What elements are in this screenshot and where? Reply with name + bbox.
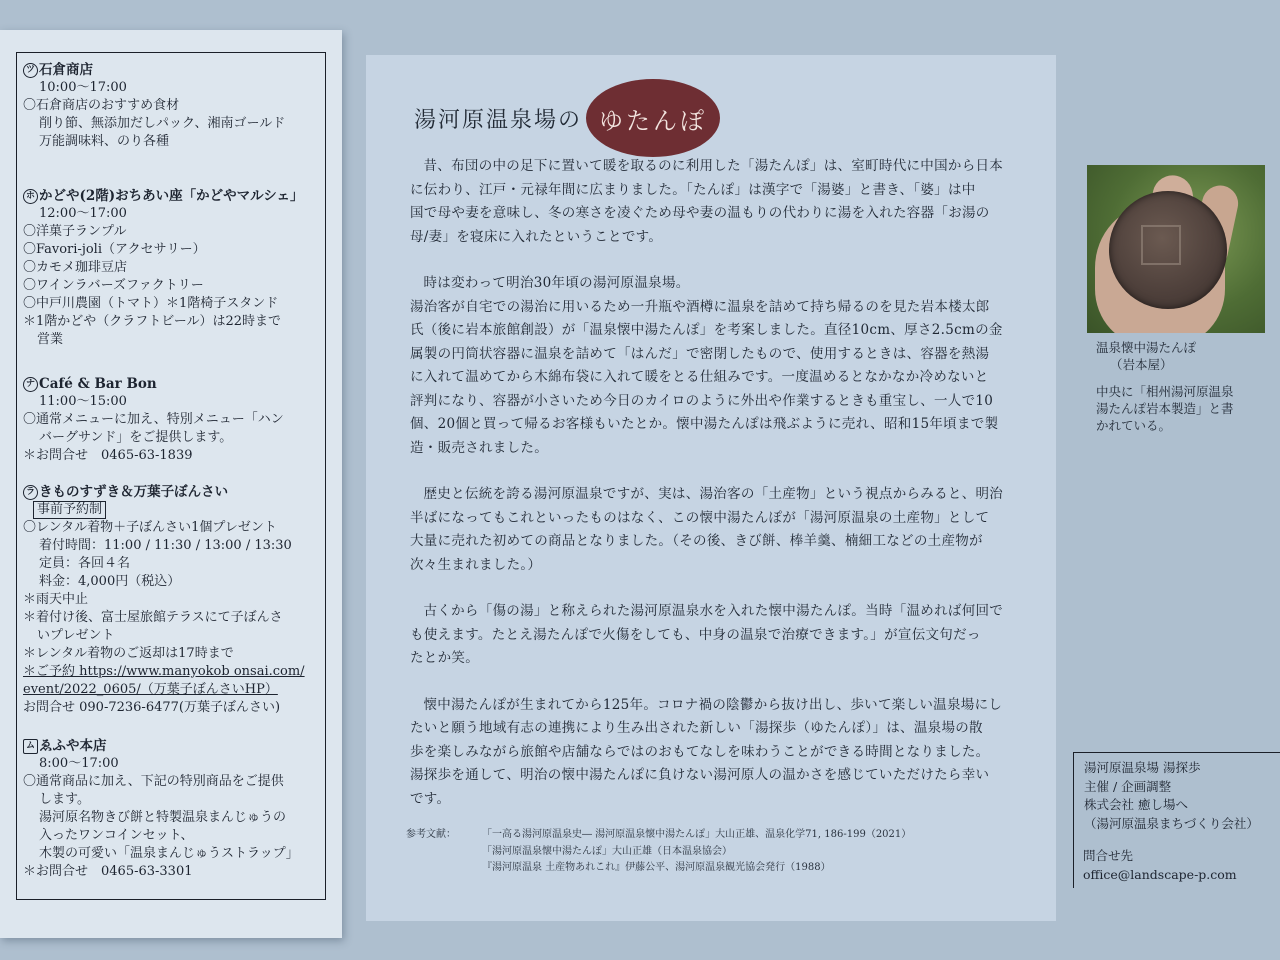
- shop-detail-line: 〇Favori-joli（アクセサリー）: [23, 242, 206, 257]
- title-badge: ゆたんぽ: [586, 79, 720, 157]
- shop-detail-line: ＊レンタル着物のご返却は17時まで: [23, 646, 234, 661]
- shop-name: きものすずき＆万葉子ぼんさい: [39, 484, 229, 500]
- shop-detail-line: 着付時間：11:00 / 11:30 / 13:00 / 13:30: [39, 538, 292, 553]
- shop-detail-line: 〇石倉商店のおすすめ食材: [23, 98, 180, 113]
- shop-detail-line: ＊1階かどや（クラフトビール）は22時まで: [23, 314, 282, 329]
- shop-detail-line: 〇レンタル着物＋子ぼんさい1個プレゼント: [23, 520, 277, 535]
- shop-detail-line: 営業: [37, 332, 64, 347]
- caption-title: 温泉懐中湯たんぽ: [1096, 340, 1197, 355]
- shop-detail-line: いプレゼント: [37, 628, 115, 643]
- organizer-line: 湯河原温泉場 湯探歩: [1084, 760, 1201, 775]
- paragraph-gap: [410, 577, 1038, 600]
- shop-map-mark: ナ: [23, 377, 38, 392]
- shop-detail-line[interactable]: ＊ご予約 https://www.manyokob onsai.com/: [23, 664, 305, 679]
- shop-header: [23, 483, 321, 501]
- article-paragraph: 懐中湯たんぽが生まれてから125年。コロナ禍の陰鬱から抜け出し、歩いて楽しい温泉場にし たいと願う地域有志の連携により生み出された新しい「湯探歩（ゆたんぽ）」は、温泉場の散 歩を楽しみながら旅館や店舗ならではのおもてなしを味わうことができる時間となりました。 湯探歩を通して、明治の懐中湯たんぽに負けない湯河原人の温かさを感じていただけたら幸い です。: [410, 696, 1003, 807]
- shop-detail-line: 8:00～17:00: [39, 756, 119, 771]
- article-paragraph: 昔、布団の中の足下に置いて暖を取るのに利用した「湯たんぽ」は、室町時代に中国から日本 に伝わり、江戸・元禄年間に広まりました。「たんぽ」は漢字で「湯婆」と書き、「婆」は中 国で母や妻を意味し、冬の寒さを凌ぐため母や妻の温もりの代わりに湯を入れた容器「お湯の 母/妻」を寝床に入れたということです。: [410, 158, 1004, 245]
- shop-detail-line: ＊着付け後、富士屋旅館テラスにて子ぼんさ: [23, 610, 283, 625]
- shop-detail-line[interactable]: event/2022_0605/（万葉子ぼんさいHP）: [23, 682, 278, 697]
- shop-detail-line: 木製の可愛い「温泉まんじゅうストラップ」: [39, 846, 299, 861]
- shop-detail-line: 万能調味料、のり各種: [39, 134, 170, 149]
- shop-detail-line: バーグサンド」をご提供します。: [39, 430, 233, 445]
- shop-name: ゑふや本店: [39, 738, 107, 754]
- shop-detail-line: お問合せ 090-7236-6477(万葉子ぼんさい): [23, 700, 281, 715]
- article-panel: [366, 55, 1056, 921]
- shop-map-mark: ラ: [23, 485, 38, 500]
- shop-detail-line: ＊お問合せ 0465-63-3301: [23, 864, 193, 879]
- reference-text: 「一高る湯河原温泉史― 湯河原温泉懐中湯たんぽ」大山正雄、温泉化学71, 186-199（2021）: [482, 829, 912, 840]
- shop-detail-line: 〇洋菓子ランプル: [23, 224, 127, 239]
- reference-row: [406, 844, 1046, 861]
- shop-entry: [23, 483, 321, 717]
- article-paragraph: 時は変わって明治30年頃の湯河原温泉場。 湯治客が自宅での湯治に用いるため一升瓶や酒樽に温泉を詰めて持ち帰るのを見た岩本楼太郎 氏（後に岩本旅館創設）が「温泉懐中湯たんぽ」を考案しました。直径10cm、厚さ2.5cmの金 属製の円筒状容器に温泉を詰めて「はんだ」で密閉したもので、使用するときは、容器を熱湯 に入れて温めてから木綿布袋に入れて暖をとる仕組みです。一度温めるとなかなか冷めないと 評判になり、容器が小さいため今日のカイロのように外出や作業するときも重宝し、一人で10 個、20個と買って帰るお客様もいたとか。懐中湯たんぽは飛ぶように売れ、昭和15年頃まで製 造・販売されました。: [410, 275, 1003, 456]
- shop-detail-line: ＊お問合せ 0465-63-1839: [23, 448, 193, 463]
- shop-detail-line: します。: [39, 792, 90, 807]
- reference-label: 参考文献：: [406, 829, 456, 840]
- caption-desc-line: かれている。: [1096, 418, 1172, 433]
- contact-label: 問合せ先: [1083, 848, 1134, 863]
- paragraph-gap: [410, 249, 1038, 272]
- shop-header: [23, 61, 321, 79]
- shop-detail-line: 料金：4,000円（税込）: [39, 574, 181, 589]
- article-title: 湯河原温泉場の: [414, 107, 583, 133]
- shop-map-mark: ホ: [23, 189, 38, 204]
- reference-text: 『湯河原温泉 土産物あれこれ』伊藤公平、湯河原温泉観光協会発行（1988）: [482, 862, 831, 873]
- shop-detail-line: 12:00～17:00: [39, 206, 127, 221]
- organizer-line: 株式会社 癒し場へ: [1084, 797, 1188, 812]
- yutanpo-photo: [1087, 165, 1265, 333]
- shop-entry: [23, 61, 321, 151]
- shop-detail-line: 〇中戸川農園（トマト）＊1階椅子スタンド: [23, 296, 279, 311]
- shop-detail-line: 〇ワインラバーズファクトリー: [23, 278, 204, 293]
- contact-block: [1083, 846, 1237, 884]
- article-paragraph: 古くから「傷の湯」と称えられた湯河原温泉水を入れた懐中湯たんぽ。当時「温めれば何回で も使えます。たとえ湯たんぽで火傷をしても、中身の温泉で治療できます。」が宣伝文句だっ たとか笑。: [410, 603, 1004, 666]
- shop-detail-line: 湯河原名物きび餅と特製温泉まんじゅうの: [39, 810, 287, 825]
- reference-text: 「湯河原温泉懐中湯たんぽ」大山正雄（日本温泉協会）: [482, 845, 732, 857]
- shop-detail-line: 11:00～15:00: [39, 394, 127, 409]
- organizer-line: （湯河原温泉まちづくり会社）: [1084, 815, 1259, 831]
- reference-row: [406, 827, 1046, 844]
- shop-name: かどや(2階)おちあい座「かどやマルシェ」: [39, 188, 304, 204]
- shop-detail-line: 〇カモメ珈琲豆店: [23, 260, 128, 275]
- reference-label: [406, 860, 482, 877]
- caption-desc-line: 中央に「相州湯河原温泉: [1096, 384, 1234, 399]
- shop-map-mark: ツ: [23, 63, 38, 78]
- references: [406, 827, 1046, 877]
- shop-detail-line: 〇通常メニューに加え、特別メニュー「ハン: [23, 412, 284, 427]
- shop-list-box: [16, 52, 326, 900]
- shop-detail-line: 定員：各回４名: [39, 556, 131, 571]
- shop-detail-line: 入ったワンコインセット、: [39, 828, 194, 843]
- shop-entry: [23, 375, 321, 465]
- shop-header: [23, 737, 321, 755]
- photo-caption: [1096, 339, 1266, 434]
- shop-header: [23, 187, 321, 205]
- organizer-line: 主催 / 企画調整: [1084, 778, 1172, 794]
- shop-entry: [23, 187, 321, 349]
- shop-detail-line: 〇通常商品に加え、下記の特別商品をご提供: [23, 774, 284, 789]
- shop-detail-line: ＊雨天中止: [23, 592, 89, 607]
- reference-label: [406, 844, 482, 861]
- reference-row: [406, 860, 1046, 877]
- paragraph-gap: [410, 460, 1038, 483]
- article-header: [414, 79, 720, 157]
- shop-detail-line: 削り節、無添加だしパック、湘南ゴールド: [39, 116, 286, 131]
- shop-name: 石倉商店: [39, 62, 93, 78]
- shop-entry: [23, 737, 321, 881]
- yutanpo-stamp: [1141, 225, 1181, 265]
- shop-list-card: [0, 30, 342, 938]
- shop-name: Café & Bar Bon: [39, 376, 157, 392]
- paragraph-gap: [410, 671, 1038, 694]
- shop-header: [23, 375, 321, 393]
- reservation-badge: 事前予約制: [33, 501, 106, 519]
- article-body: [410, 155, 1038, 811]
- contact-email[interactable]: office@landscape-p.com: [1083, 867, 1237, 882]
- caption-desc-line: 湯たんぽ岩本製造」と書: [1096, 401, 1234, 416]
- shop-detail-line: 10:00～17:00: [39, 80, 127, 95]
- article-paragraph: 歴史と伝統を誇る湯河原温泉ですが、実は、湯治客の「土産物」という視点からみると、明治 半ばになってもこれといったものはなく、この懐中湯たんぽが「湯河原温泉の土産物」として 大量に売れた初めての商品となりました。（その後、きび餅、棒羊羹、楠細工などの土産物が 次々生まれました。）: [410, 486, 1004, 573]
- caption-sub: （岩本屋）: [1110, 357, 1173, 372]
- shop-map-mark: ム: [23, 739, 38, 754]
